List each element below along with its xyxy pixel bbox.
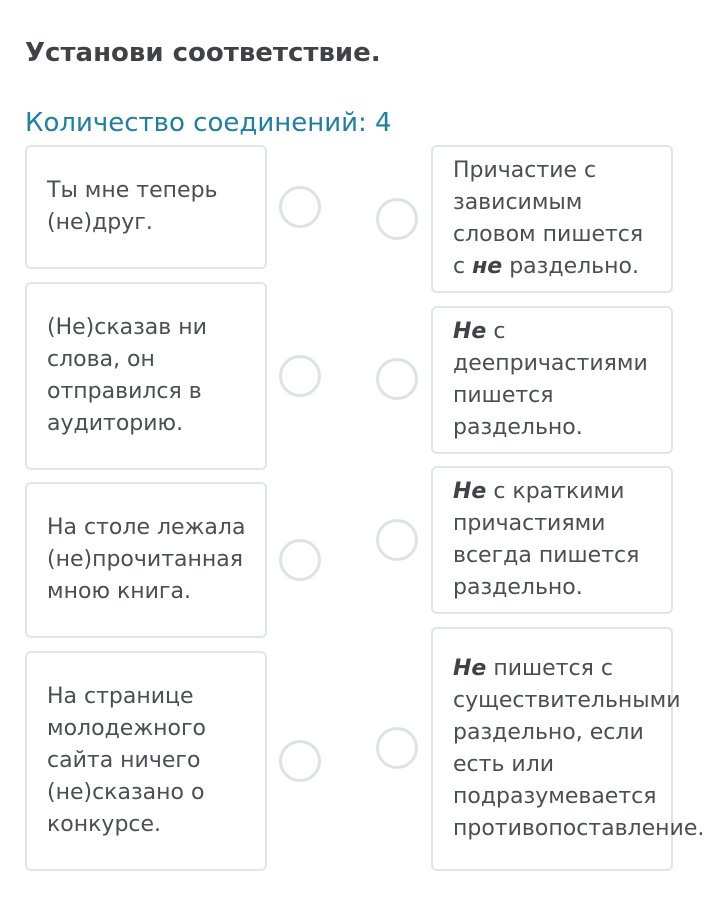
right-item-2[interactable] [431,306,673,454]
right-item-1[interactable] [431,145,673,293]
left-connector-3[interactable] [279,539,321,581]
right-item-text: пишется с существительными раздельно, если есть или подразумевается противопоставление. [453,656,705,841]
right-item-emphasis: Не [453,656,487,681]
right-item-text: раздельно. [502,254,639,279]
right-item-4[interactable] [431,627,705,871]
right-item-3[interactable] [431,466,673,614]
left-item-text: Ты мне теперь (не)друг. [47,178,218,235]
left-item-3[interactable] [25,482,267,638]
right-item-emphasis: не [472,254,503,279]
left-item-2[interactable] [25,282,267,470]
right-connector-1[interactable] [376,198,418,240]
left-connector-2[interactable] [279,355,321,397]
task-title: Установи соответствие. [25,38,381,68]
left-connector-1[interactable] [279,186,321,228]
left-item-text: На странице молодежного сайта ничего (не)сказано о конкурсе. [47,684,207,837]
right-item-emphasis: Не [453,479,487,504]
connections-count: Количество соединений: 4 [25,108,392,138]
left-item-4[interactable] [25,651,267,871]
right-connector-4[interactable] [376,727,418,769]
right-item-text: Причастие с зависимым словом пишется с [453,158,644,279]
left-item-text: (Не)сказав ни слова, он отправился в аудиторию. [47,315,207,436]
right-item-emphasis: Не [453,319,487,344]
left-item-1[interactable] [25,145,267,269]
right-connector-3[interactable] [376,519,418,561]
left-connector-4[interactable] [279,740,321,782]
right-connector-2[interactable] [376,358,418,400]
right-item-text: с краткими причастиями всегда пишется раздельно. [453,479,640,600]
right-item-text: с деепричастиями пишется раздельно. [453,319,648,440]
left-item-text: На столе лежала (не)прочитанная мною книга. [47,515,246,604]
